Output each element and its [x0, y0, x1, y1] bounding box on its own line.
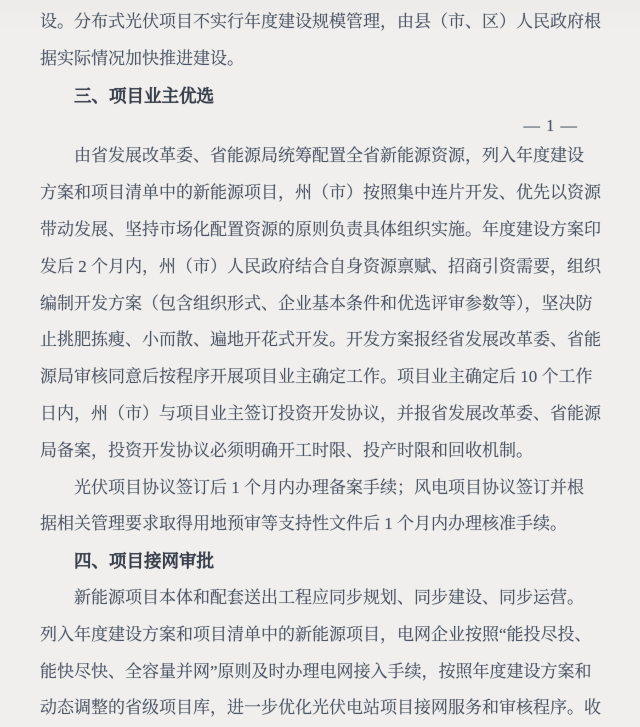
text-line: 带动发展、坚持市场化配置资源的原则负责具体组织实施。年度建设方案印	[40, 219, 601, 239]
text-line: 发后 2 个月内，州（市）人民政府结合自身资源禀赋、招商引资需要，组织	[40, 256, 601, 276]
page-number: — 1 —	[523, 116, 578, 136]
text-line: 能快尽快、全容量并网”原则及时办理电网接入手续，按照年度建设方案和	[40, 661, 592, 681]
text-line: 局备案，投资开发协议必须明确开工时限、投产时限和回收机制。	[40, 440, 533, 460]
paragraph-first-line: 新能源项目本体和配套送出工程应同步规划、同步建设、同步运营。	[74, 587, 584, 607]
section-heading: 三、项目业主优选	[74, 85, 214, 106]
section-heading: 四、项目接网审批	[74, 551, 214, 572]
document-lines	[40, 4, 601, 727]
text-line: 据实际情况加快推进建设。	[40, 48, 244, 68]
text-line: 设。分布式光伏项目不实行年度建设规模管理，由县（市、区）人民政府根	[40, 12, 601, 31]
text-line: 止挑肥拣瘦、小而散、遍地开花式开发。开发方案报经省发展改革委、省能	[40, 330, 601, 350]
text-line: 源局审核同意后按程序开展项目业主确定工作。项目业主确定后 10 个工作	[40, 367, 593, 387]
text-line: 日内，州（市）与项目业主签订投资开发协议，并报省发展改革委、省能源	[40, 403, 601, 423]
text-line: 编制开发方案（包含组织形式、企业基本条件和优选评审参数等），坚决防	[40, 293, 593, 313]
text-line: 动态调整的省级项目库，进一步优化光伏电站项目接网服务和审核程序。收	[40, 698, 601, 718]
text-line: 据相关管理要求取得用地预审等支持性文件后 1 个月内办理核准手续。	[40, 514, 567, 534]
paragraph-first-line: 由省发展改革委、省能源局统筹配置全省新能源资源，列入年度建设	[74, 146, 584, 166]
paragraph-first-line: 光伏项目协议签订后 1 个月内办理备案手续；风电项目协议签订并根	[74, 477, 584, 497]
text-line: 列入年度建设方案和项目清单中的新能源项目，电网企业按照“能投尽投、	[40, 624, 592, 644]
text-line: 方案和项目清单中的新能源项目，州（市）按照集中连片开发、优先以资源	[40, 183, 601, 203]
